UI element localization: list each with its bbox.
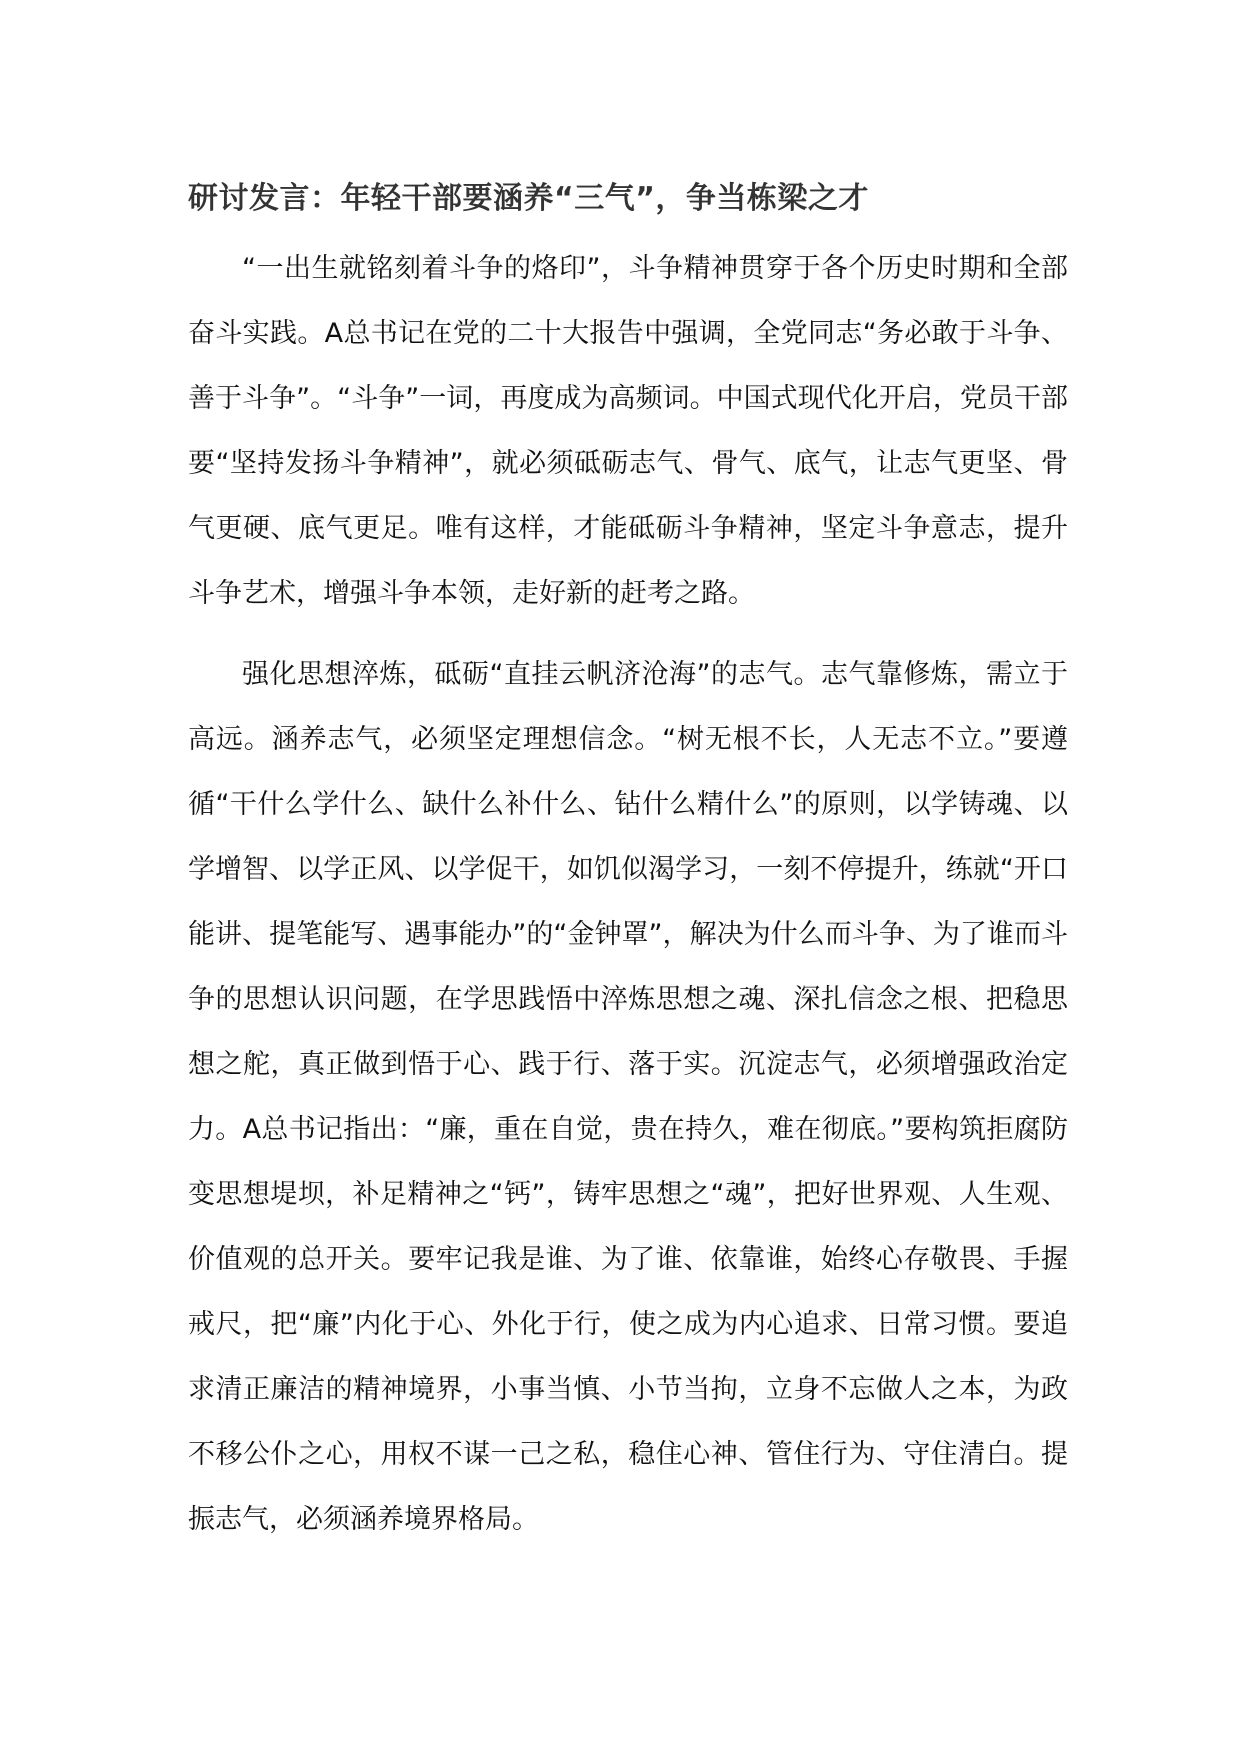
paragraph-ambition: 强化思想淬炼，砥砺“直挂云帆济沧海”的志气。志气靠修炼，需立于高远。涵养志气，必须坚定理想信念。“树无根不长，人无志不立。”要遵循“干什么学什么、缺什么补什么、钻什么精什么”的原则，以学铸魂、以学增智、以学正风、以学促干，如饥似渴学习，一刻不停提升，练就“开口能讲、提笔能写、遇事能办”的“金钟罩”，解决为什么而斗争、为了谁而斗争的思想认识问题，在学思践悟中淬炼思想之魂、深扎信念之根、把稳思想之舵，真正做到悟于心、践于行、落于实。沉淀志气，必须增强政治定力。A总书记指出：“廉，重在自觉，贵在持久，难在彻底。”要构筑拒腐防变思想堤坝，补足精神之“钙”，铸牢思想之“魂”，把好世界观、人生观、价值观的总开关。要牢记我是谁、为了谁、依靠谁，始终心存敬畏、手握戒尺，把“廉”内化于心、外化于行，使之成为内心追求、日常习惯。要追求清正廉洁的精神境界，小事当慎、小节当拘，立身不忘做人之本，为政不移公仆之心，用权不谋一己之私，稳住心神、管住行为、守住清白。提振志气，必须涵养境界格局。 <box>188 659 1068 1535</box>
document-body <box>188 176 1068 1552</box>
paragraph-intro: “一出生就铭刻着斗争的烙印”，斗争精神贯穿于各个历史时期和全部奋斗实践。A总书记在党的二十大报告中强调，全党同志“务必敢于斗争、善于斗争”。“斗争”一词，再度成为高频词。中国式现代化开启，党员干部要“坚持发扬斗争精神”，就必须砥砺志气、骨气、底气，让志气更坚、骨气更硬、底气更足。唯有这样，才能砥砺斗争精神，坚定斗争意志，提升斗争艺术，增强斗争本领，走好新的赶考之路。 <box>188 253 1068 609</box>
document-title: 研讨发言：年轻干部要涵养“三气”，争当栋梁之才 <box>188 181 869 216</box>
